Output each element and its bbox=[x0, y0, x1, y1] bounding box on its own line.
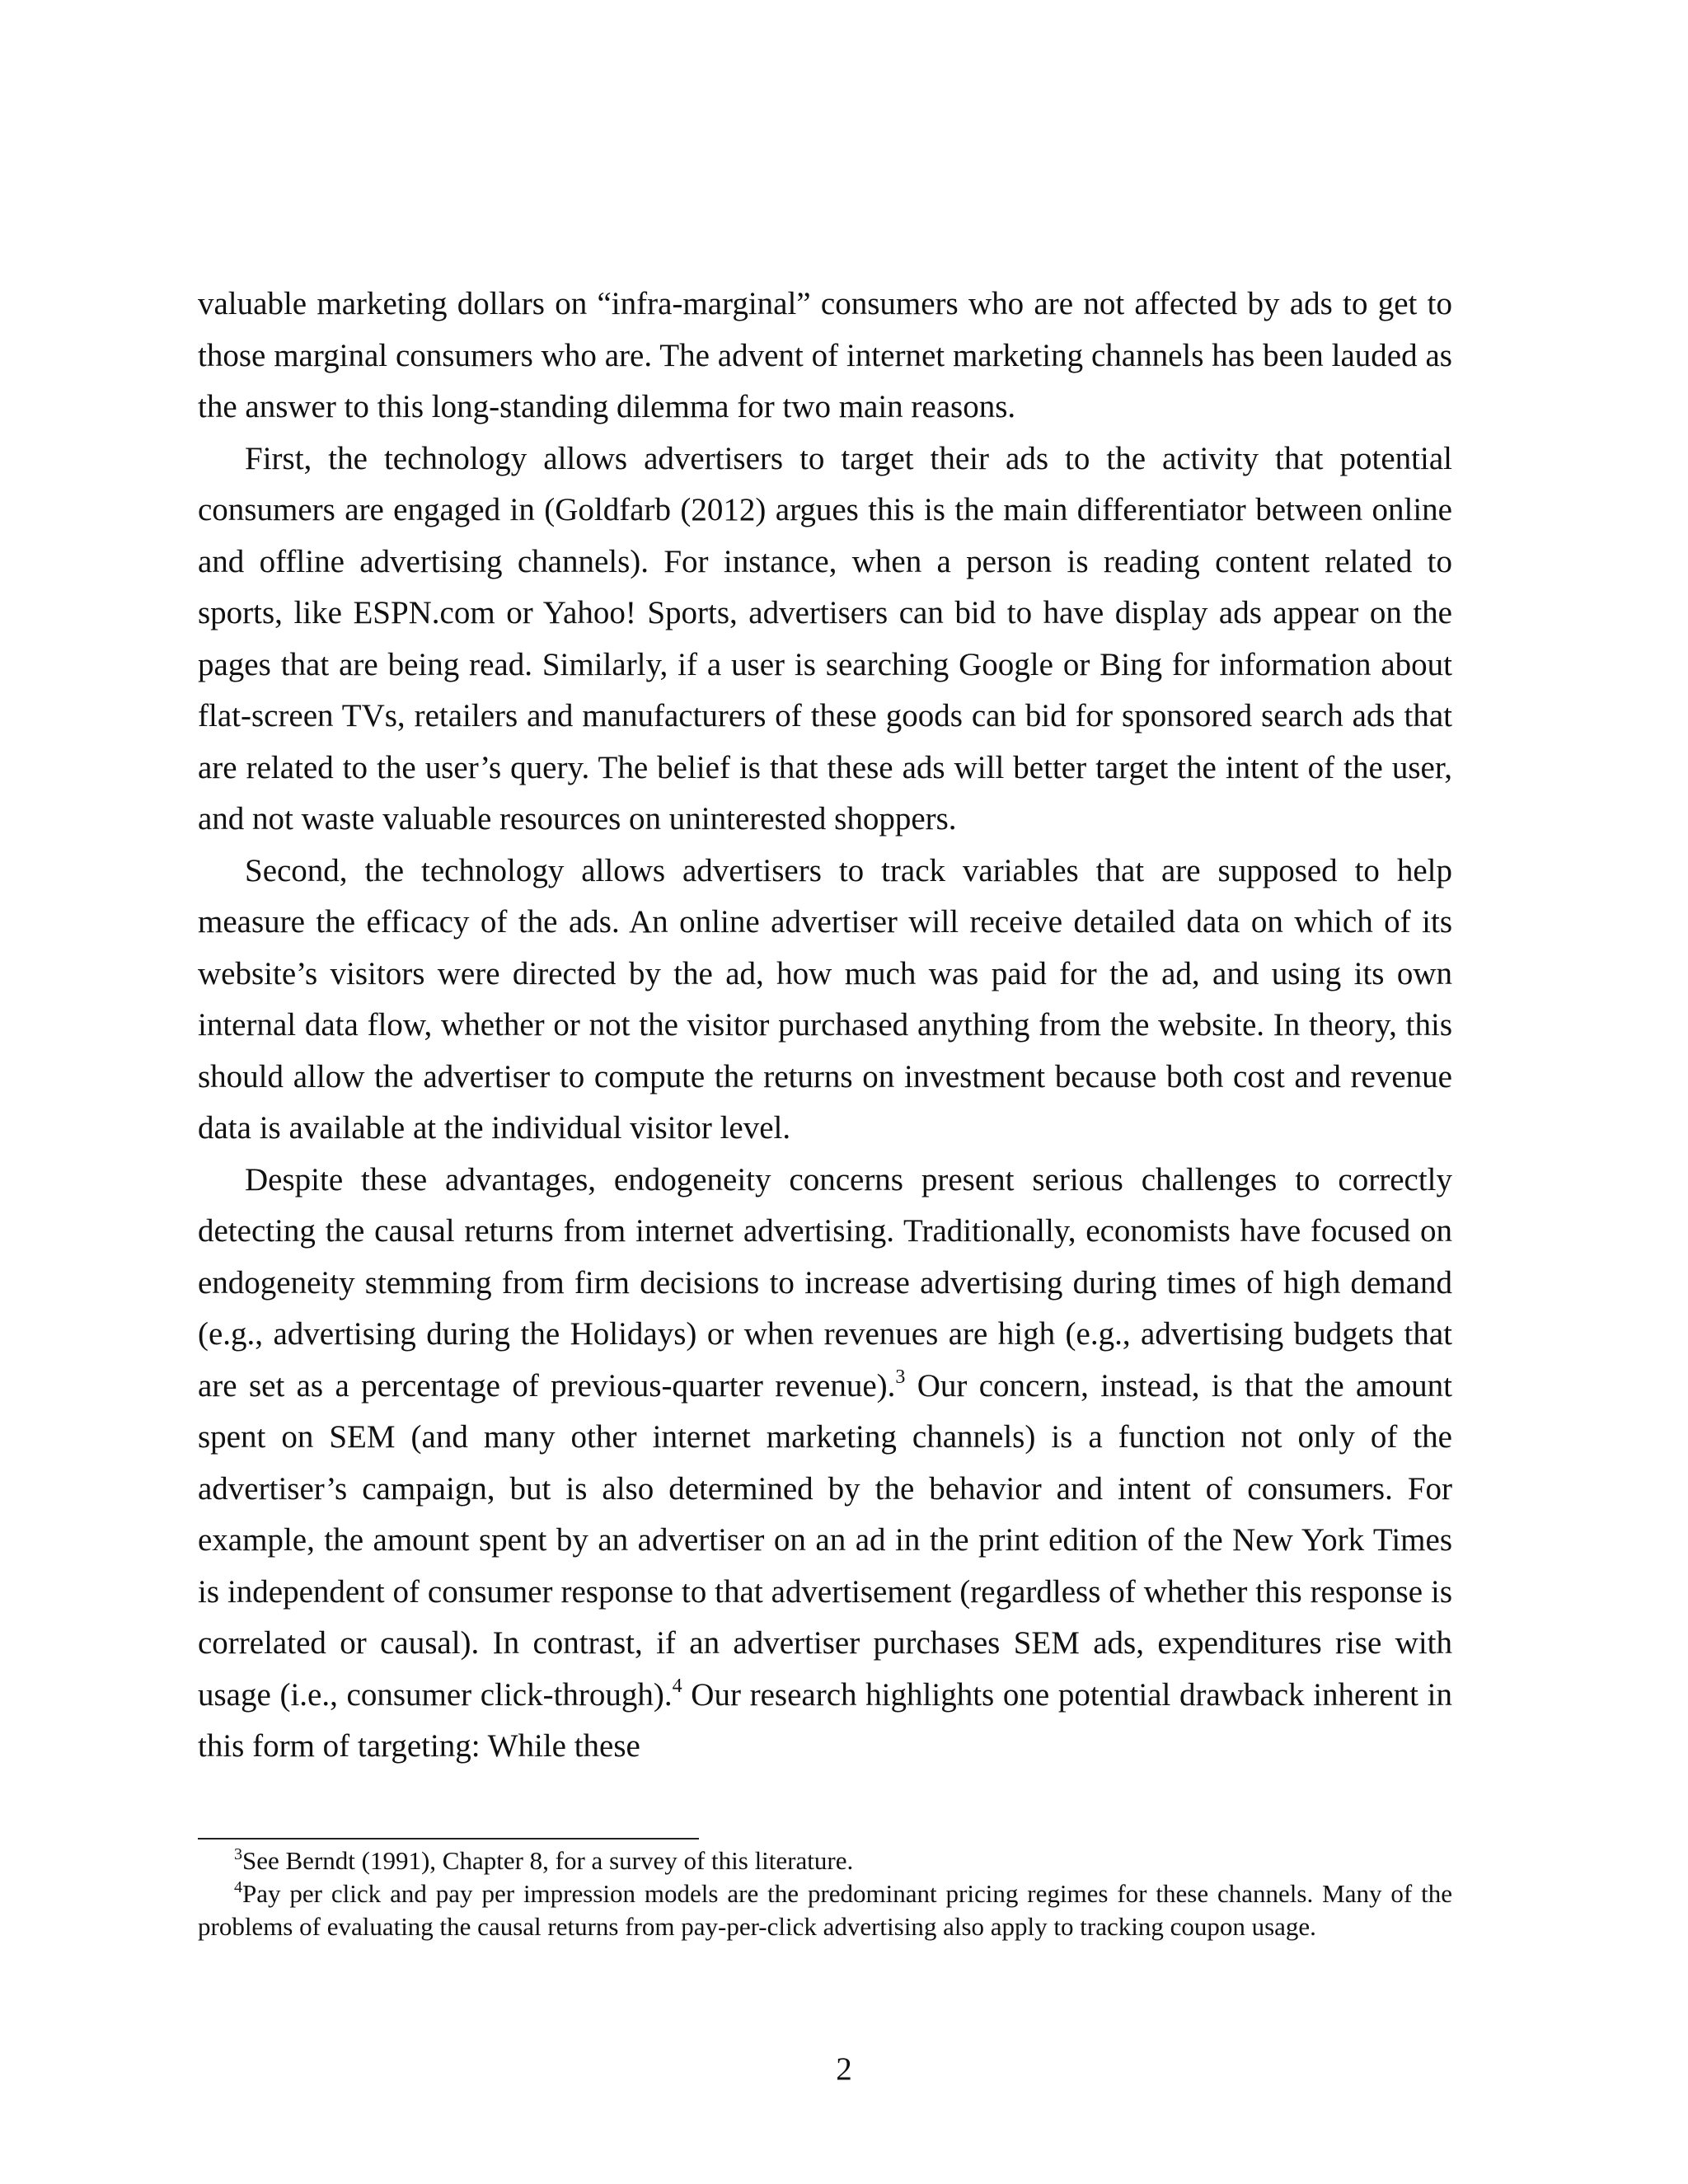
footnote-3-mark: 3 bbox=[234, 1845, 242, 1863]
paragraph-1: valuable marketing dollars on “infra-marginal” consumers who are not affected by ads to get to those marginal consumers who are. The advent of internet marketing channels has been lauded as the answer to this long-standing dilemma for two main reasons. bbox=[198, 286, 1452, 424]
footnote-mark-4: 4 bbox=[672, 1675, 682, 1697]
body-text bbox=[198, 279, 1452, 1773]
footnote-mark-3: 3 bbox=[895, 1366, 906, 1388]
paragraph-2: First, the technology allows advertisers to target their ads to the activity that potential consumers are engaged in (Goldfarb (2012) argues this is the main differentiator between online and offline advertising channels). For instance, when a person is reading content related to sports, like ESPN.com or Yahoo! Sports, advertisers can bid to have display ads appear on the pages that are being read. Similarly, if a user is searching Google or Bing for information about flat-screen TVs, retailers and manufacturers of these goods can bid for sponsored search ads that are related to the user’s query. The belief is that these ads will better target the intent of the user, and not waste valuable resources on uninterested shoppers. bbox=[198, 440, 1452, 837]
paragraph-4-part-2: Our concern, instead, is that the amount spent on SEM (and many other internet marketing channels) is a function not only of the advertiser’s campaign, but is also determined by the behavior and intent of consumers. For example, the amount spent by an advertiser on an ad in the print edition of the New York Times is independent of consumer response to that advertisement (regardless of whether this response is correlated or causal). In contrast, if an advertiser purchases SEM ads, expenditures rise with usage (i.e., consumer click-through). bbox=[198, 1367, 1452, 1713]
footnotes bbox=[198, 1844, 1452, 1943]
paragraph-3: Second, the technology allows advertisers to track variables that are supposed to help measure the efficacy of the ads. An online advertiser will receive detailed data on which of its website’s visitors were directed by the ad, how much was paid for the ad, and using its own internal data flow, whether or not the visitor purchased anything from the website. In theory, this should allow the advertiser to compute the returns on investment because both cost and revenue data is available at the individual visitor level. bbox=[198, 852, 1452, 1146]
page-number: 2 bbox=[836, 2051, 852, 2087]
paragraph-4-part-1: Despite these advantages, endogeneity concerns present serious challenges to correctly detecting the causal returns from internet advertising. Traditionally, economists have focused on endogeneity stemming from firm decisions to increase advertising during times of high demand (e.g., advertising during the Holidays) or when revenues are high (e.g., advertising budgets that are set as a percentage of previous-quarter revenue). bbox=[198, 1161, 1452, 1404]
footnote-3-text: See Berndt (1991), Chapter 8, for a survey of this literature. bbox=[242, 1846, 854, 1875]
footnote-4-mark: 4 bbox=[234, 1878, 242, 1896]
paragraph-4 bbox=[198, 1155, 1452, 1773]
footnote-rule bbox=[198, 1838, 699, 1840]
footnote-4 bbox=[198, 1877, 1452, 1943]
footnote-4-text: Pay per click and pay per impression models are the predominant pricing regimes for these channels. Many of the problems of evaluating the causal returns from pay-per-click advertising also apply to tracking coupon usage. bbox=[198, 1879, 1452, 1941]
footnote-3 bbox=[198, 1844, 1452, 1877]
paragraph-4-part-3: Our research highlights one potential drawback inherent in this form of targeting: While these bbox=[198, 1676, 1453, 1764]
